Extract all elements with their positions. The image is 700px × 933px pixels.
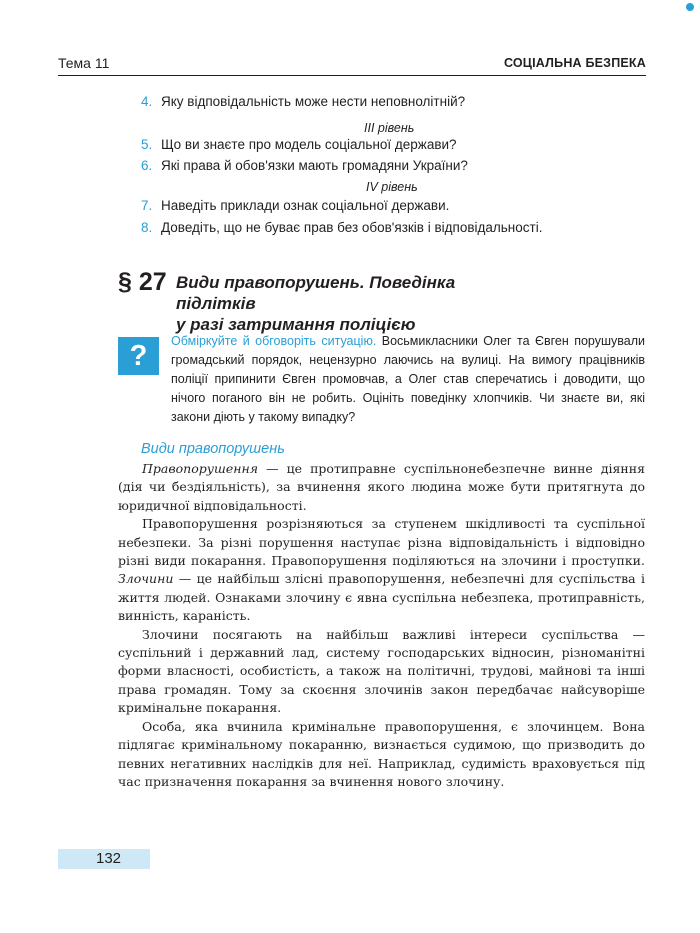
page-number-bar	[58, 849, 150, 869]
term: Правопорушення	[142, 461, 258, 476]
question-number: 6.	[141, 158, 153, 173]
discussion-box	[171, 332, 645, 427]
corner-logo	[686, 3, 694, 11]
question-text: Що ви знаєте про модель соціальної держави?	[161, 137, 457, 152]
body-paragraph	[118, 626, 645, 718]
body-paragraph	[118, 460, 645, 515]
question-number: 5.	[141, 137, 153, 152]
discussion-text: Восьмикласники Олег та Євген порушували громадський порядок, нецензурно лаючись на вулиці. На вимогу працівників поліції припинити Євген промовчав, а Олег став сперечатись і доводити, що нічого поганого він не робить. Оцініть поведінку хлопчиків. Чи знаєте ви, які закони діють у такому випадку?	[171, 334, 645, 424]
term: Злочини	[118, 571, 174, 587]
paragraph-number: § 27	[118, 268, 167, 296]
paragraph-text: Правопорушення розрізняються за ступенем шкідливості та суспільної небезпеки. За різні порушення наступає різна відповідальність і відповідно різні види покарання. Правопорушення поділяються на злочини і проступки.	[118, 516, 645, 569]
level-label: ІІІ рівень	[364, 121, 415, 135]
paragraph-heading-line: у разі затримання поліцією	[176, 315, 416, 334]
body-paragraph	[118, 718, 645, 792]
question-mark-icon: ?	[118, 337, 159, 375]
paragraph-heading-line: Види правопорушень. Поведінка підлітків	[176, 273, 456, 313]
question-text: Наведіть приклади ознак соціальної держави.	[161, 198, 450, 213]
body-text	[118, 460, 645, 791]
body-paragraph	[118, 515, 645, 625]
question-text: Яку відповідальність може нести неповнолітній?	[161, 94, 466, 109]
topic-label: Тема 11	[58, 55, 110, 71]
question-number: 8.	[141, 220, 153, 235]
discussion-lead: Обміркуйте й обговоріть ситуацію.	[171, 334, 377, 348]
logo-dot-icon	[686, 3, 694, 11]
page-number: 132	[96, 850, 122, 867]
question-number: 7.	[141, 198, 153, 213]
paragraph-heading	[176, 272, 496, 335]
level-label: ІV рівень	[366, 180, 418, 194]
paragraph-text: — це протиправне суспільнонебезпечне винне діяння (дія чи бездіяльність), за вчинення якого людина може бути притягнута до юридичної відповідальності.	[118, 461, 645, 513]
paragraph-text: Особа, яка вчинила кримінальне правопорушення, є злочинцем. Вона підлягає кримінальному покаранню, визнається судимою, що призводить до певних негативних наслідків для неї. Наприклад, судимість враховується під час призначення покарання за вчинення нового злочину.	[118, 718, 645, 789]
paragraph-text: Злочини посягають на найбільш важливі інтереси суспільства — суспільний і державний лад, систему господарських відносин, різноманітні форми власності, особистість, а також на політичні, трудові, майнові та інші права громадян. Тому за скоєння злочинів закон передбачає найсуворіше кримінальне покарання.	[118, 626, 645, 716]
question-number: 4.	[141, 94, 153, 109]
section-title: СОЦІАЛЬНА БЕЗПЕКА	[503, 56, 646, 70]
paragraph-text: — це найбільш злісні правопорушення, небезпечні для суспільства і життя людей. Ознаками злочину є явна суспільна небезпека, протиправність, винність, караність.	[118, 571, 645, 624]
question-text: Які права й обов'язки мають громадяни України?	[161, 158, 468, 173]
page-header	[58, 55, 646, 76]
subsection-heading: Види правопорушень	[141, 441, 285, 457]
question-text: Доведіть, що не буває прав без обов'язків і відповідальності.	[161, 220, 543, 235]
